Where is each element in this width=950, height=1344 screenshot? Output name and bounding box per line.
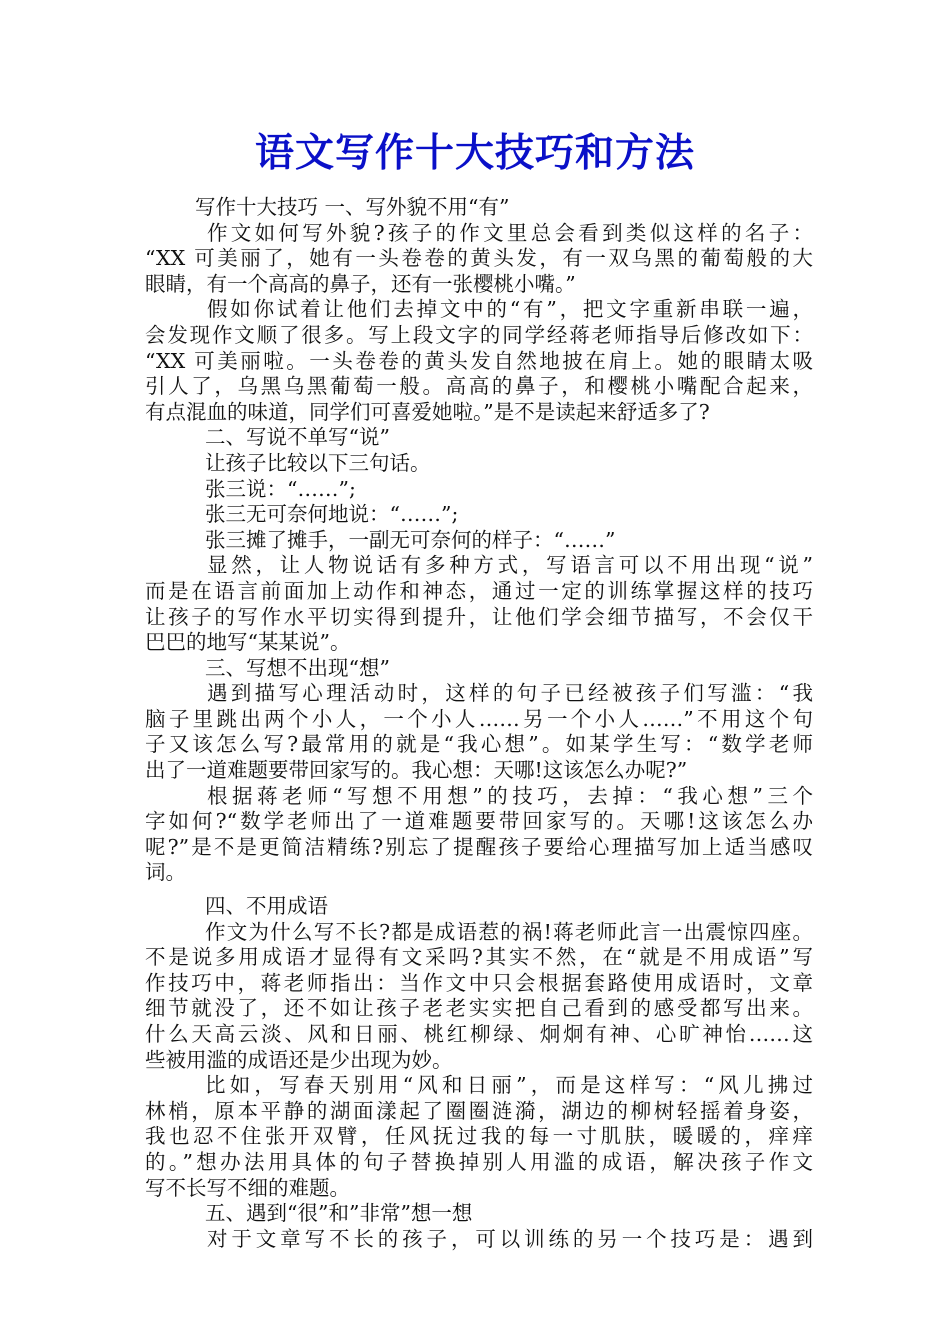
text-line: 细节就没了，还不如让孩子老老实实把自己看到的感受都写出来。 — [145, 996, 813, 1021]
text-line: 眼睛，有一个高高的鼻子，还有一张樱桃小嘴。” — [145, 271, 576, 296]
text-line: 二、写说不单写“说” — [205, 425, 390, 450]
text-line: 有点混血的味道，同学们可喜爱她啦。”是不是读起来舒适多了? — [145, 399, 710, 424]
text-line: 让孩子的写作水平切实得到提升，让他们学会细节描写，不会仅干 — [145, 604, 813, 629]
text-line: 的。”想办法用具体的句子替换掉别人用滥的成语，解决孩子作文 — [145, 1149, 813, 1174]
text-line: 词。 — [145, 860, 186, 885]
paragraph-gap — [145, 886, 813, 894]
text-line: 子又该怎么写?最常用的就是“我心想”。如某学生写：“数学老师 — [145, 732, 813, 757]
text-line: 而是在语言前面加上动作和神态，通过一定的训练掌握这样的技巧 — [145, 578, 813, 603]
text-line: 些被用滥的成语还是少出现为妙。 — [145, 1047, 453, 1072]
text-line: 遇到描写心理活动时，这样的句子已经被孩子们写滥：“我 — [207, 681, 813, 706]
text-line: 显然，让人物说话有多种方式，写语言可以不用出现“说” — [207, 553, 813, 578]
text-line: 作技巧中，蒋老师指出：当作文中只会根据套路使用成语时，文章 — [145, 970, 813, 995]
text-line: 假如你试着让他们去掉文中的“有”，把文字重新串联一遍， — [207, 297, 813, 322]
text-line: “XX 可美丽啦。一头卷卷的黄头发自然地披在肩上。她的眼睛太吸 — [145, 348, 813, 373]
text-line: 三、写想不出现“想” — [205, 655, 390, 680]
text-line: 引人了，乌黑乌黑葡萄一般。高高的鼻子，和樱桃小嘴配合起来， — [145, 374, 813, 399]
text-line: 会发现作文顺了很多。写上段文字的同学经蒋老师指导后修改如下： — [145, 322, 813, 347]
text-line: 根据蒋老师“写想不用想”的技巧，去掉：“我心想”三个 — [207, 783, 813, 808]
text-line: 比如，写春天别用“风和日丽”，而是这样写：“风儿拂过 — [205, 1073, 813, 1098]
text-line: 四、不用成语 — [205, 894, 328, 919]
document-body — [145, 195, 813, 1252]
text-line: 五、遇到“很”和”非常”想一想 — [205, 1201, 473, 1226]
text-line: 作文为什么写不长?都是成语惹的祸!蒋老师此言一出震惊四座。 — [205, 919, 813, 944]
text-line: 写不长写不细的难题。 — [145, 1175, 350, 1200]
text-line: 对于文章写不长的孩子，可以训练的另一个技巧是：遇到 — [207, 1226, 813, 1251]
text-line: 出了一道难题要带回家写的。我心想：天哪!这该怎么办呢?” — [145, 758, 688, 783]
text-line: 张三无可奈何地说：“……”; — [205, 502, 459, 527]
text-line: “XX 可美丽了，她有一头卷卷的黄头发，有一双乌黑的葡萄般的大 — [145, 246, 813, 271]
text-line: 张三摊了摊手，一副无可奈何的样子：“……” — [205, 527, 616, 552]
text-line: 巴巴的地写“某某说”。 — [145, 630, 351, 655]
text-line: 写作十大技巧 一、写外貌不用“有” — [195, 195, 510, 219]
text-line: 张三说：“……”; — [205, 476, 356, 501]
text-line: 脑子里跳出两个小人，一个小人……另一个小人……”不用这个句 — [145, 706, 813, 731]
text-line: 让孩子比较以下三句话。 — [205, 450, 431, 475]
text-line: 呢?”是不是更简洁精练?别忘了提醒孩子要给心理描写加上适当感叹 — [145, 834, 813, 859]
text-line: 林梢，原本平静的湖面漾起了圈圈涟漪，湖边的柳树轻摇着身姿， — [145, 1098, 813, 1123]
text-line: 字如何?“数学老师出了一道难题要带回家写的。天哪!这该怎么办 — [145, 809, 813, 834]
text-line: 什么天高云淡、风和日丽、桃红柳绿、炯炯有神、心旷神怡……这 — [145, 1022, 813, 1046]
text-line: 作文如何写外貌?孩子的作文里总会看到类似这样的名子： — [207, 220, 813, 245]
text-line: 我也忍不住张开双臂，任风抚过我的每一寸肌肤，暖暖的，痒痒 — [145, 1124, 813, 1149]
text-line: 不是说多用成语才显得有文采吗?其实不然，在“就是不用成语”写 — [145, 945, 813, 970]
document-title: 语文写作十大技巧和方法 — [254, 130, 695, 176]
